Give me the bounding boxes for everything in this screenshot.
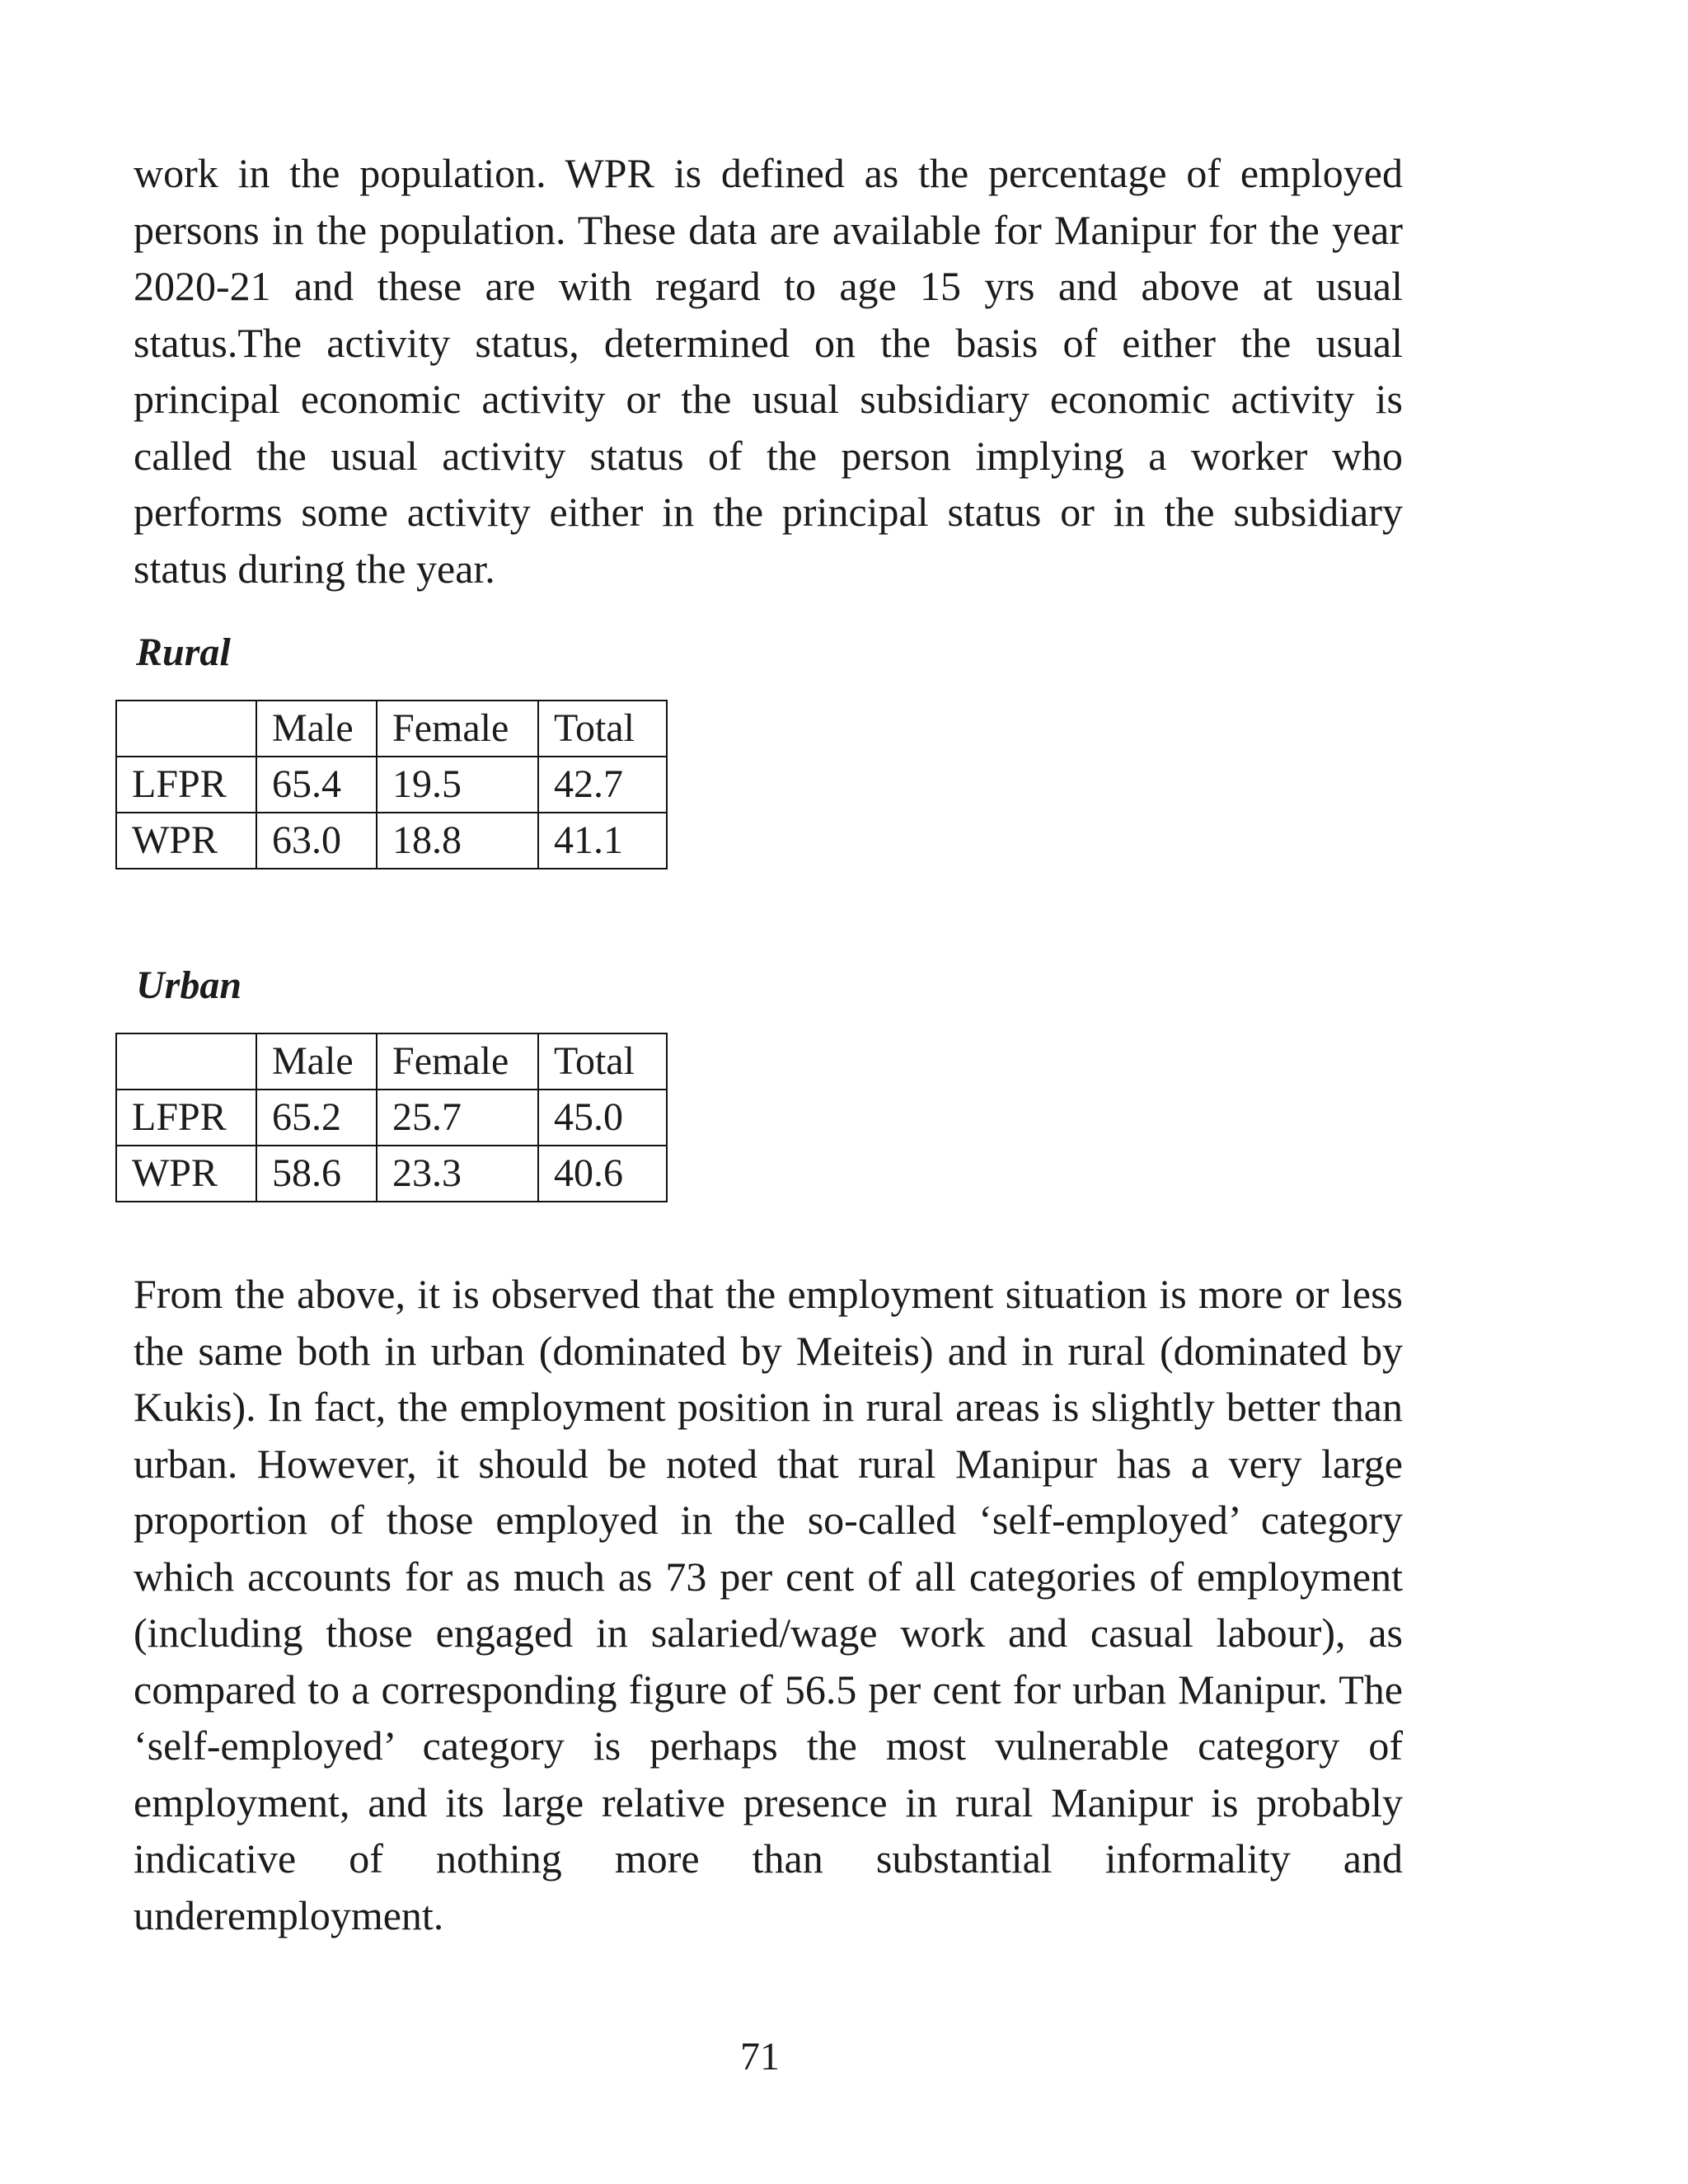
table-cell: 65.4 [256,757,377,813]
table-cell: WPR [116,813,256,869]
table-header-cell [116,1033,256,1090]
table-row [116,1146,667,1202]
table-header-row [116,1033,667,1090]
table-row [116,1090,667,1146]
table-cell: 41.1 [538,813,667,869]
table-header-cell: Male [256,701,377,757]
table-cell: 63.0 [256,813,377,869]
page-number [0,2034,1688,2079]
table-cell: LFPR [116,1090,256,1146]
table-cell: 45.0 [538,1090,667,1146]
rural-table [115,700,668,869]
table-cell: 65.2 [256,1090,377,1146]
table-header-cell: Female [377,701,538,757]
table-header-cell: Male [256,1033,377,1090]
table-cell: LFPR [116,757,256,813]
page-number-text: 71 [740,2035,780,2079]
table-cell: 23.3 [377,1146,538,1202]
table-header-row [116,701,667,757]
table-header-cell: Female [377,1033,538,1090]
rural-heading: Rural [136,630,231,674]
table-header-cell: Total [538,1033,667,1090]
table-row [116,813,667,869]
table-cell: 40.6 [538,1146,667,1202]
table-cell: 19.5 [377,757,538,813]
table-cell: 18.8 [377,813,538,869]
table-cell: 25.7 [377,1090,538,1146]
conclusion-paragraph: From the above, it is observed that the employment situation is more or less the same both in urban (dominated by Meiteis) and in rural (dominated by Kukis). In fact, the employment position in rural areas is slightly better than urban. However, it should be noted that rural Manipur has a very large proportion of those employed in the so-called ‘self-employed’ category which accounts for as much as 73 per cent of all categories of employment (including those engaged in salaried/wage work and casual labour), as compared to a corresponding figure of 56.5 per cent for urban Manipur. The ‘self-employed’ category is perhaps the most vulnerable category of employment, and its large relative presence in rural Manipur is probably indicative of nothing more than substantial informality and underemployment. [134,1271,1403,1938]
table-cell: 42.7 [538,757,667,813]
table-header-cell: Total [538,701,667,757]
urban-table [115,1033,668,1202]
table-cell: WPR [116,1146,256,1202]
intro-paragraph: work in the population. WPR is defined as the percentage of employed persons in the population. These data are available for Manipur for the year 2020-21 and these are with regard to age 15 yrs and above at usual status.The activity status, determined on the basis of either the usual principal economic activity or the usual subsidiary economic activity is called the usual activity status of the person implying a worker who performs some activity either in the principal status or in the subsidiary status during the year. [134,150,1403,592]
urban-heading: Urban [136,963,242,1007]
table-cell: 58.6 [256,1146,377,1202]
table-header-cell [116,701,256,757]
table-row [116,757,667,813]
